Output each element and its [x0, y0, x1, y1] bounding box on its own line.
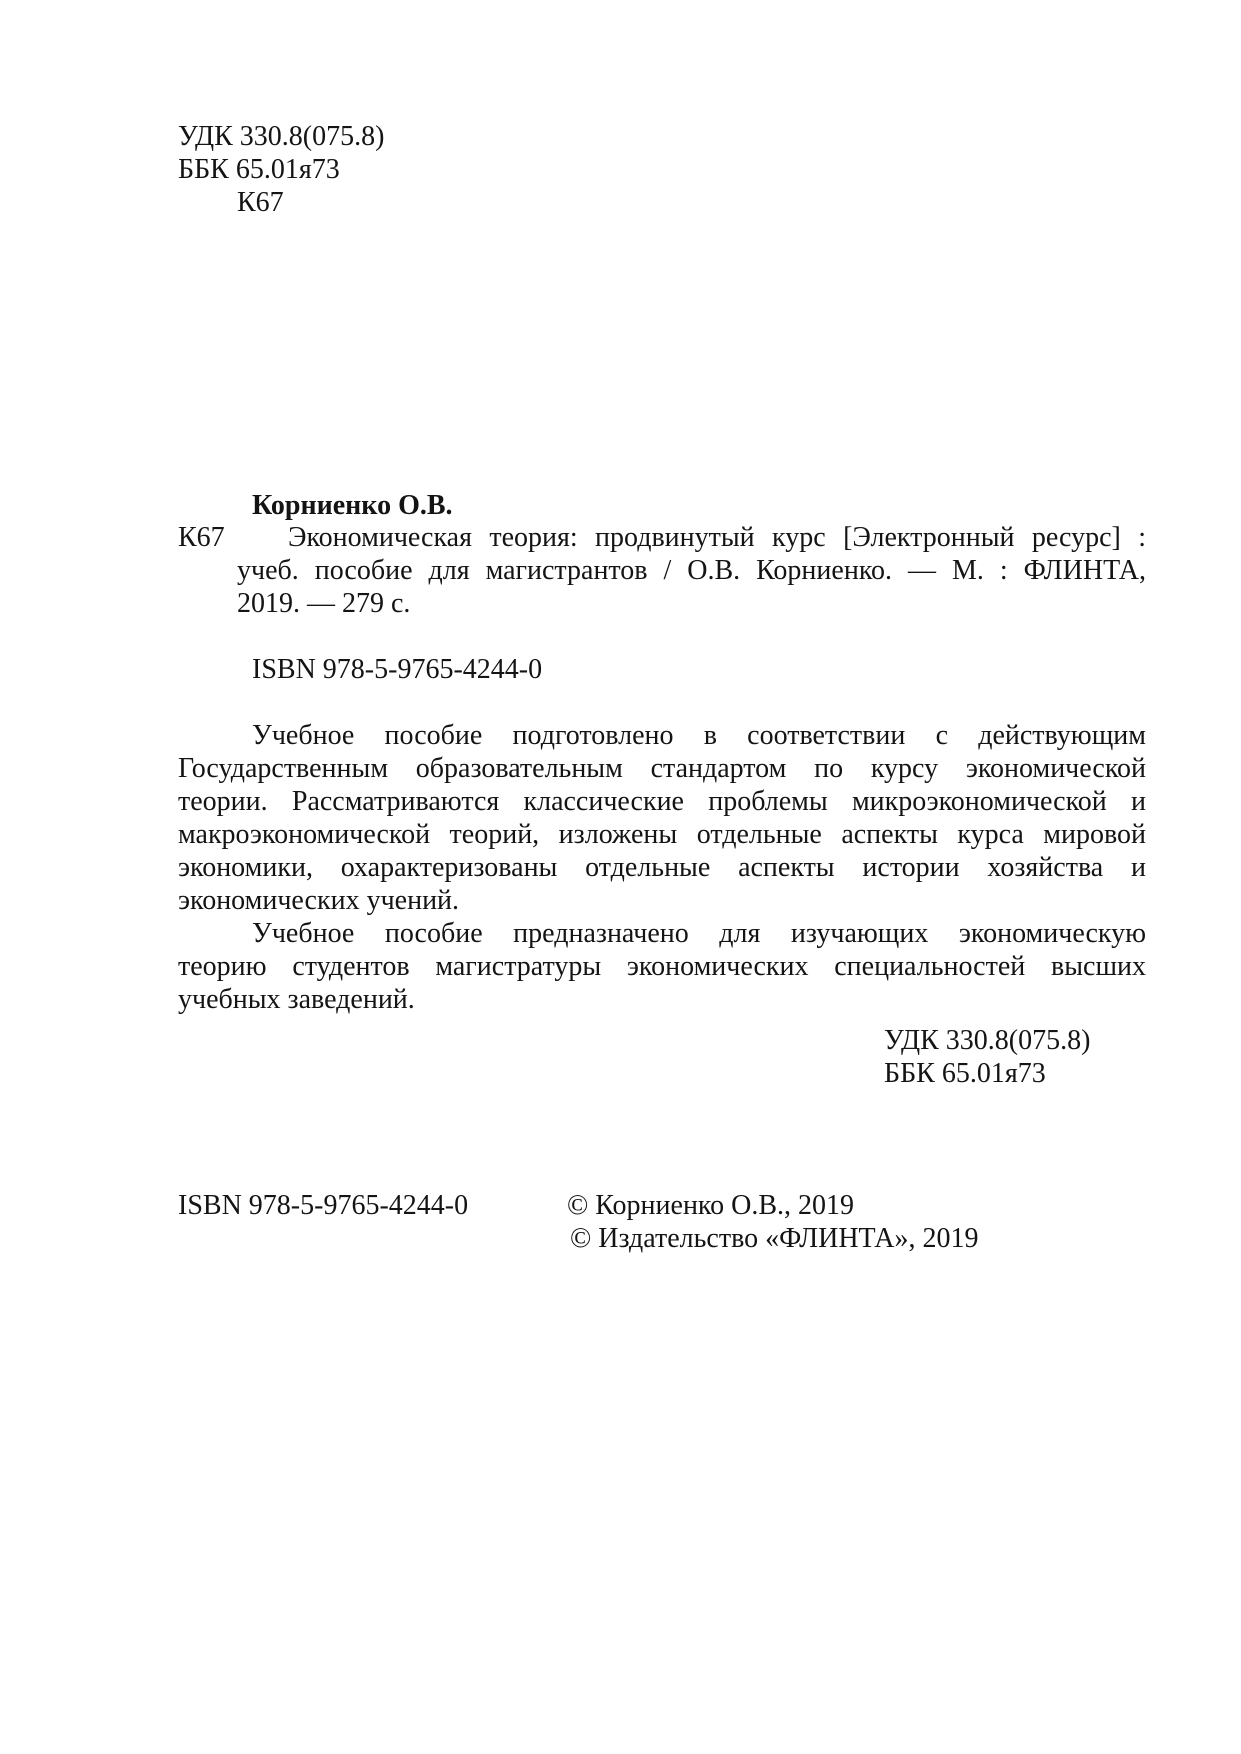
- annotation-p2-line-2: теорию студентов магистратуры экономических специальностей высших: [178, 951, 1146, 982]
- copyright-author: © Корниенко О.В., 2019: [567, 1190, 855, 1221]
- annotation-p2-line-1: Учебное пособие предназначено для изучающих экономическую: [252, 918, 1146, 949]
- bib-line-1: Экономическая теория: продвинутый курс [Электронный ресурс] :: [288, 522, 1146, 553]
- top-bbk: ББК 65.01я73: [178, 154, 340, 185]
- annotation-p1-line-1: Учебное пособие подготовлено в соответствии с действующим: [252, 720, 1146, 751]
- author-heading: Корниенко О.В.: [252, 490, 453, 521]
- annotation-p1-line-2: Государственным образовательным стандартом по курсу экономической: [178, 753, 1146, 784]
- bib-line-2: учеб. пособие для магистрантов / О.В. Корниенко. — М. : ФЛИНТА,: [237, 555, 1146, 586]
- top-author-mark: К67: [237, 187, 284, 218]
- bottom-udk: УДК 330.8(075.8): [884, 1025, 1091, 1056]
- annotation-p1-line-5: экономики, охарактеризованы отдельные аспекты истории хозяйства и: [178, 852, 1146, 883]
- bottom-bbk: ББК 65.01я73: [884, 1058, 1046, 1089]
- copyright-publisher: © Издательство «ФЛИНТА», 2019: [570, 1223, 979, 1254]
- annotation-p1-line-6: экономических учений.: [178, 885, 460, 916]
- bib-line-3: 2019. — 279 с.: [237, 588, 411, 619]
- record-code: К67: [178, 522, 225, 553]
- annotation-p1-line-4: макроэкономической теорий, изложены отдельные аспекты курса мировой: [178, 819, 1146, 850]
- annotation-p2-line-3: учебных заведений.: [178, 984, 415, 1015]
- record-isbn: ISBN 978-5-9765-4244-0: [252, 654, 543, 685]
- top-udk: УДК 330.8(075.8): [178, 121, 385, 152]
- footer-isbn: ISBN 978-5-9765-4244-0: [178, 1190, 469, 1221]
- annotation-p1-line-3: теории. Рассматриваются классические проблемы микроэкономической и: [178, 786, 1146, 817]
